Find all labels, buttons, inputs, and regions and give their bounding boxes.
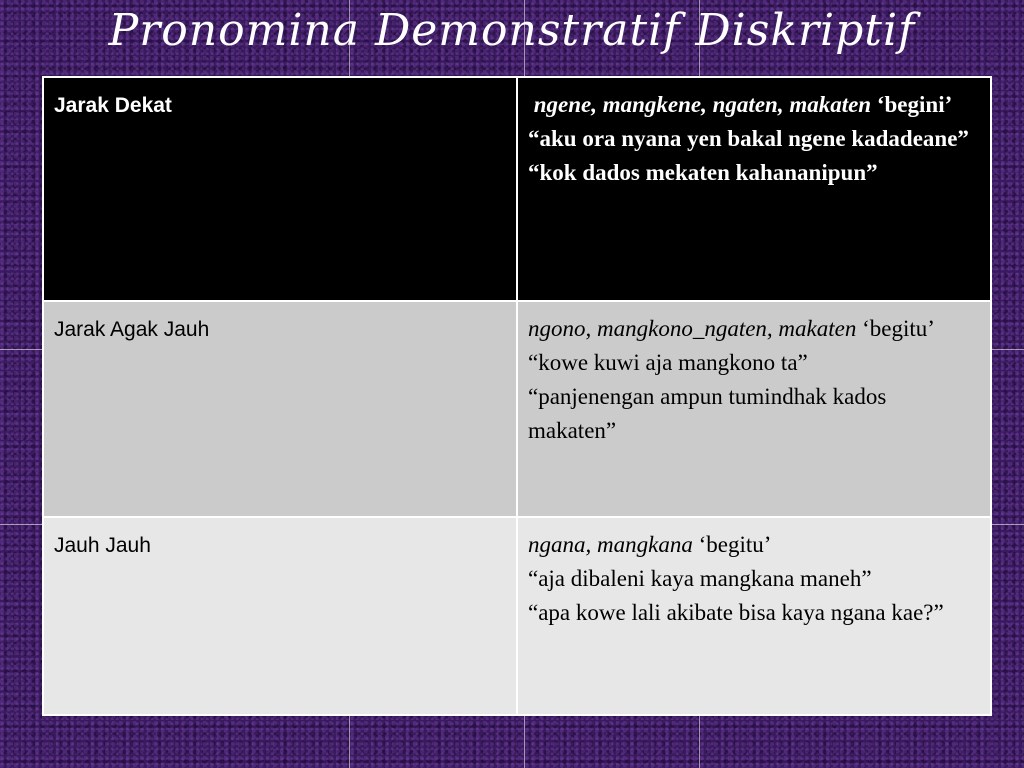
demonstrative-table [42,76,992,716]
row-label: Jarak Dekat [54,94,172,117]
table-cell-description [517,77,991,301]
row-example: “aja dibaleni kaya mangkana maneh” [528,566,872,591]
slide-title: Pronomina Demonstratif Diskriptif [108,5,916,56]
table-cell-description [517,517,991,715]
row-forms: ngene, mangkene, ngaten, makaten [533,92,872,117]
table-row [43,517,991,715]
row-example: “kok dados mekaten kahananipun” [528,160,878,185]
table-cell-label [43,517,517,715]
row-label: Jauh Jauh [54,534,151,557]
row-forms: ngana, mangkana [528,532,693,557]
table-cell-description [517,301,991,517]
row-gloss: ‘begitu’ [698,532,772,557]
table-cell-label [43,301,517,517]
table-cell-label [43,77,517,301]
row-example: “panjenengan ampun tumindhak kados makaten” [528,384,887,443]
table-row [43,77,991,301]
row-example: “kowe kuwi aja mangkono ta” [528,350,808,375]
row-example: “apa kowe lali akibate bisa kaya ngana kae?” [528,600,944,625]
row-gloss: ‘begini’ [876,92,953,117]
row-label: Jarak Agak Jauh [54,318,210,341]
row-gloss: ‘begitu’ [862,316,935,341]
row-forms: ngono, mangkono_ngaten, makaten [528,316,857,341]
row-example: “aku ora nyana yen bakal ngene kadadeane” [528,126,969,151]
table-row [43,301,991,517]
